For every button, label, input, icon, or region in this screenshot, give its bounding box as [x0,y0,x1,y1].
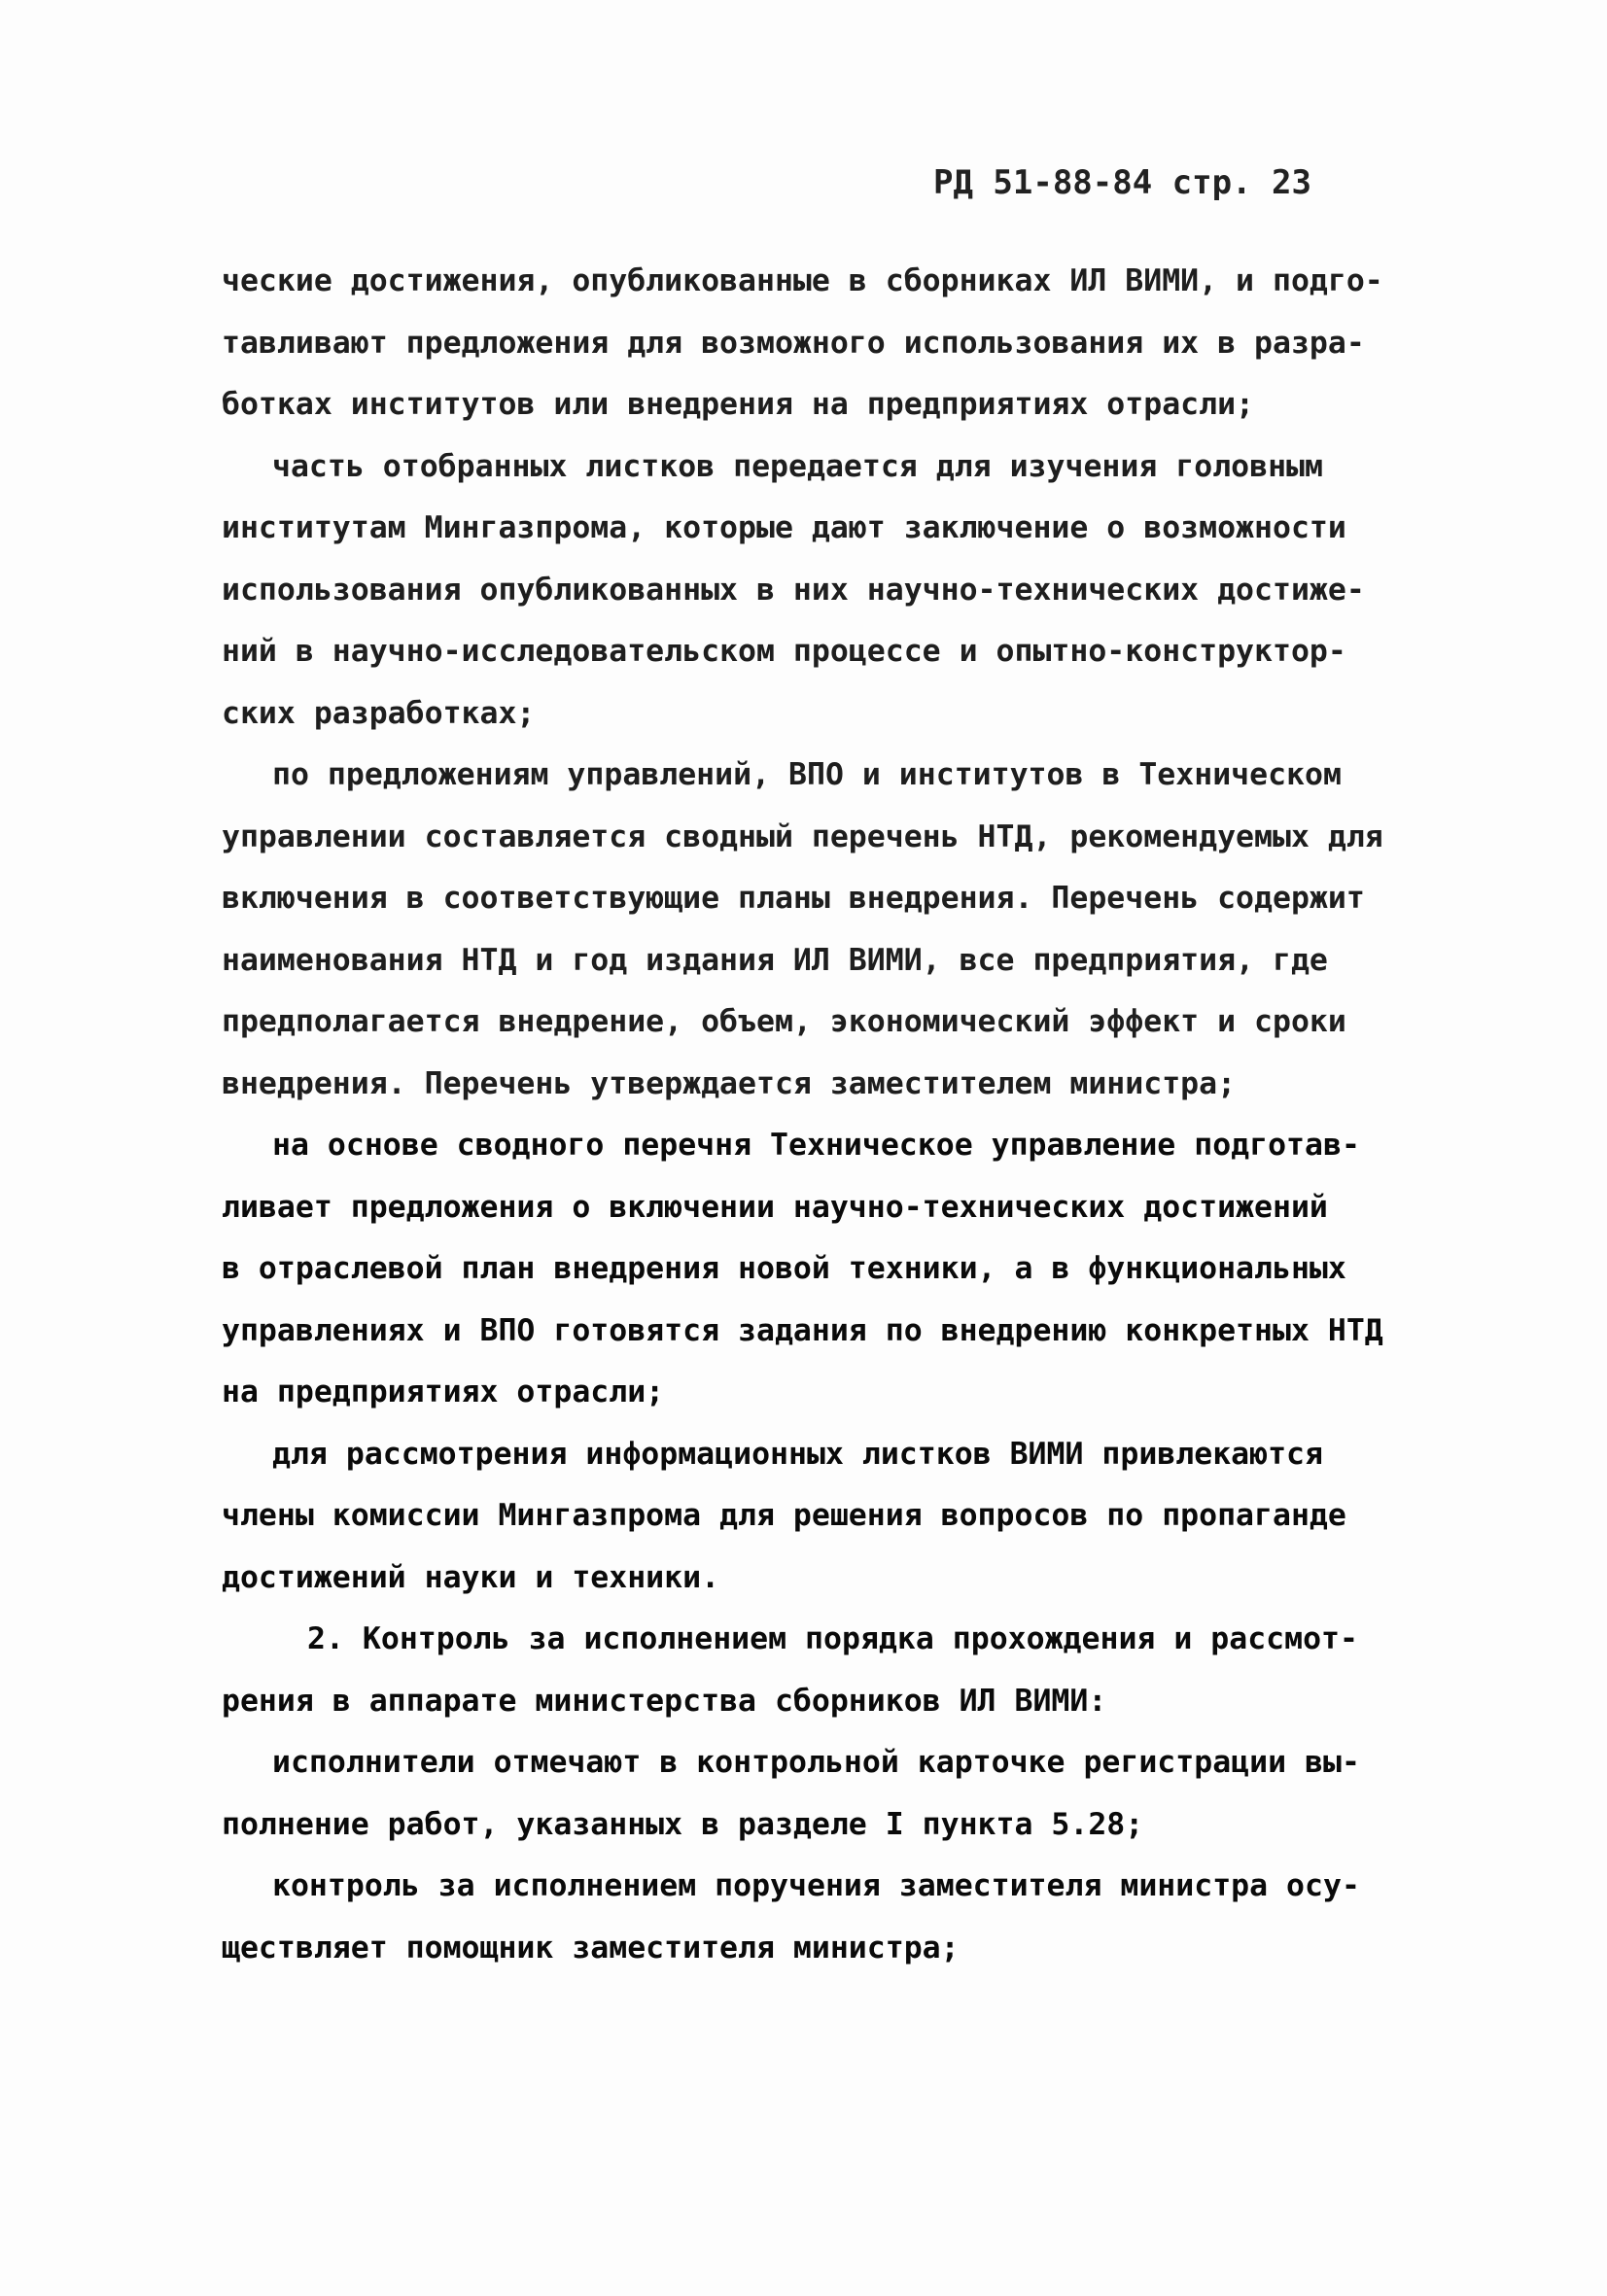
text-line: тавливают предложения для возможного использования их в разра- [222,325,1365,361]
text-line: институтам Мингазпрома, которые дают заключение о возможности [222,510,1346,545]
text-line: ливает предложения о включении научно-технических достижений [222,1189,1328,1225]
text-line: ществляет помощник заместителя министра; [222,1930,960,1966]
text-line: предполагается внедрение, объем, экономический эффект и сроки [222,1004,1346,1039]
paragraph-first-line: по предложениям управлений, ВПО и институтов в Техническом [272,757,1342,792]
document-body [222,251,1388,1979]
paragraph-first-line: контроль за исполнением поручения заместителя министра осу- [272,1868,1360,1903]
text-line: в отраслевой план внедрения новой техники, а в функциональных [222,1251,1346,1286]
text-line: полнение работ, указанных в разделе I пункта 5.28; [222,1806,1144,1842]
text-line: включения в соответствующие планы внедрения. Перечень содержит [222,881,1365,916]
page-header: РД 51-88-84 стр. 23 [933,163,1311,202]
text-line: ний в научно-исследовательском процессе и опытно-конструктор- [222,634,1346,669]
text-line: использования опубликованных в них научно-технических достиже- [222,572,1365,608]
paragraph-first-line: часть отобранных листков передается для изучения головным [272,448,1323,484]
numbered-paragraph-first-line: 2. Контроль за исполнением порядка прохождения и рассмот- [307,1621,1358,1656]
paragraph-first-line: исполнители отмечают в контрольной карточке регистрации вы- [272,1745,1360,1780]
text-line: на предприятиях отрасли; [222,1374,665,1409]
text-line: ческие достижения, опубликованные в сборниках ИЛ ВИМИ, и подго- [222,263,1383,298]
paragraph-first-line: на основе сводного перечня Техническое управление подготав- [272,1128,1360,1163]
text-line: достижений науки и техники. [222,1559,720,1595]
text-line: рения в аппарате министерства сборников ИЛ ВИМИ: [222,1683,1107,1719]
text-line: управлении составляется сводный перечень НТД, рекомендуемых для [222,818,1383,854]
text-line: ботках институтов или внедрения на предприятиях отрасли; [222,387,1255,422]
paragraph-first-line: для рассмотрения информационных листков ВИМИ привлекаются [272,1436,1323,1472]
text-line: члены комиссии Мингазпрома для решения вопросов по пропаганде [222,1498,1346,1533]
text-line: управлениях и ВПО готовятся задания по внедрению конкретных НТД [222,1312,1383,1348]
text-line: внедрения. Перечень утверждается заместителем министра; [222,1065,1237,1101]
text-line: ских разработках; [222,695,536,731]
text-line: наименования НТД и год издания ИЛ ВИМИ, все предприятия, где [222,942,1328,978]
